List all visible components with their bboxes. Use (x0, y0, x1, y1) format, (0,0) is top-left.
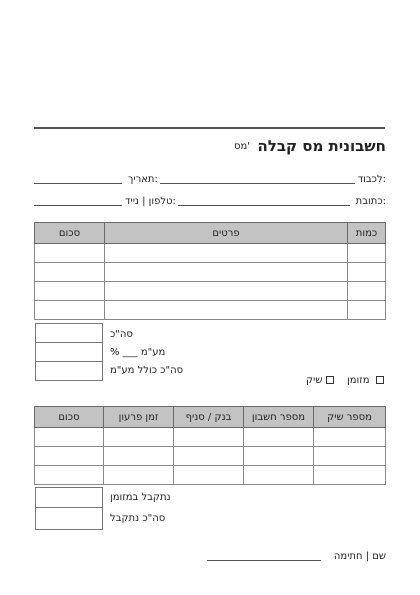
payments-header-due-date: זמן פרעון (104, 407, 174, 428)
to-label: לכבוד: (357, 174, 386, 185)
payments-table (34, 406, 386, 485)
address-label: כתובת: (355, 196, 386, 207)
cash-checkbox[interactable] (376, 376, 384, 384)
cell[interactable] (348, 263, 386, 282)
cell[interactable] (35, 244, 105, 263)
cell[interactable] (105, 301, 348, 320)
cell[interactable] (105, 282, 348, 301)
items-row (35, 244, 386, 263)
document-number-label: מס' (234, 141, 251, 152)
cell[interactable] (244, 447, 314, 466)
phone-field[interactable] (34, 205, 122, 206)
total-incl-vat-label: סה"כ כולל מע"מ (110, 365, 184, 376)
cash-label: מזומן (347, 375, 370, 386)
cell[interactable] (104, 428, 174, 447)
items-row (35, 282, 386, 301)
date-label: תאריך: (128, 174, 158, 185)
subtotal-label: סה"כ (110, 329, 133, 340)
items-table (34, 222, 386, 320)
cell[interactable] (35, 263, 105, 282)
items-row (35, 301, 386, 320)
cell[interactable] (244, 428, 314, 447)
items-header-amount: סכום (35, 223, 105, 244)
cash-received-label: נתקבל במזומן (110, 492, 171, 503)
payments-row (35, 466, 386, 485)
items-header-quantity: כמות (348, 223, 386, 244)
vat-box[interactable] (35, 342, 103, 362)
total-received-label: סה"כ נתקבל (110, 513, 166, 524)
payments-header-amount: סכום (35, 407, 104, 428)
cell[interactable] (174, 466, 244, 485)
cell[interactable] (314, 466, 386, 485)
cell[interactable] (104, 447, 174, 466)
payments-row (35, 447, 386, 466)
cell[interactable] (348, 282, 386, 301)
date-field[interactable] (34, 183, 122, 184)
total-incl-vat-box[interactable] (35, 361, 103, 381)
items-header-details: פרטים (105, 223, 348, 244)
cell[interactable] (348, 301, 386, 320)
cell[interactable] (105, 244, 348, 263)
cell[interactable] (35, 428, 104, 447)
cell[interactable] (105, 263, 348, 282)
signature-label: שם | חתימה (333, 551, 386, 562)
cash-received-box[interactable] (35, 487, 103, 508)
cell[interactable] (174, 428, 244, 447)
cell[interactable] (348, 244, 386, 263)
cell[interactable] (314, 447, 386, 466)
items-row (35, 263, 386, 282)
cell[interactable] (35, 447, 104, 466)
document-title: חשבונית מס קבלה (257, 137, 386, 155)
check-label: שיק (306, 375, 323, 386)
cell[interactable] (314, 428, 386, 447)
cell[interactable] (104, 466, 174, 485)
payments-header-account-number: מספר חשבון (244, 407, 314, 428)
vat-label: % ___ מע"מ (110, 347, 166, 358)
cell[interactable] (35, 466, 104, 485)
signature-field[interactable] (207, 560, 321, 561)
payments-header-check-number: מספר שיק (314, 407, 386, 428)
to-field[interactable] (160, 183, 355, 184)
top-divider (34, 127, 385, 129)
address-field[interactable] (178, 205, 350, 206)
total-received-box[interactable] (35, 507, 103, 530)
payments-row (35, 428, 386, 447)
phone-label: טלפון | נייד: (125, 196, 176, 207)
payments-header-bank-branch: בנק / סניף (174, 407, 244, 428)
cell[interactable] (244, 466, 314, 485)
subtotal-box[interactable] (35, 323, 103, 343)
cell[interactable] (174, 447, 244, 466)
cell[interactable] (35, 301, 105, 320)
cell[interactable] (35, 282, 105, 301)
check-checkbox[interactable] (326, 376, 334, 384)
